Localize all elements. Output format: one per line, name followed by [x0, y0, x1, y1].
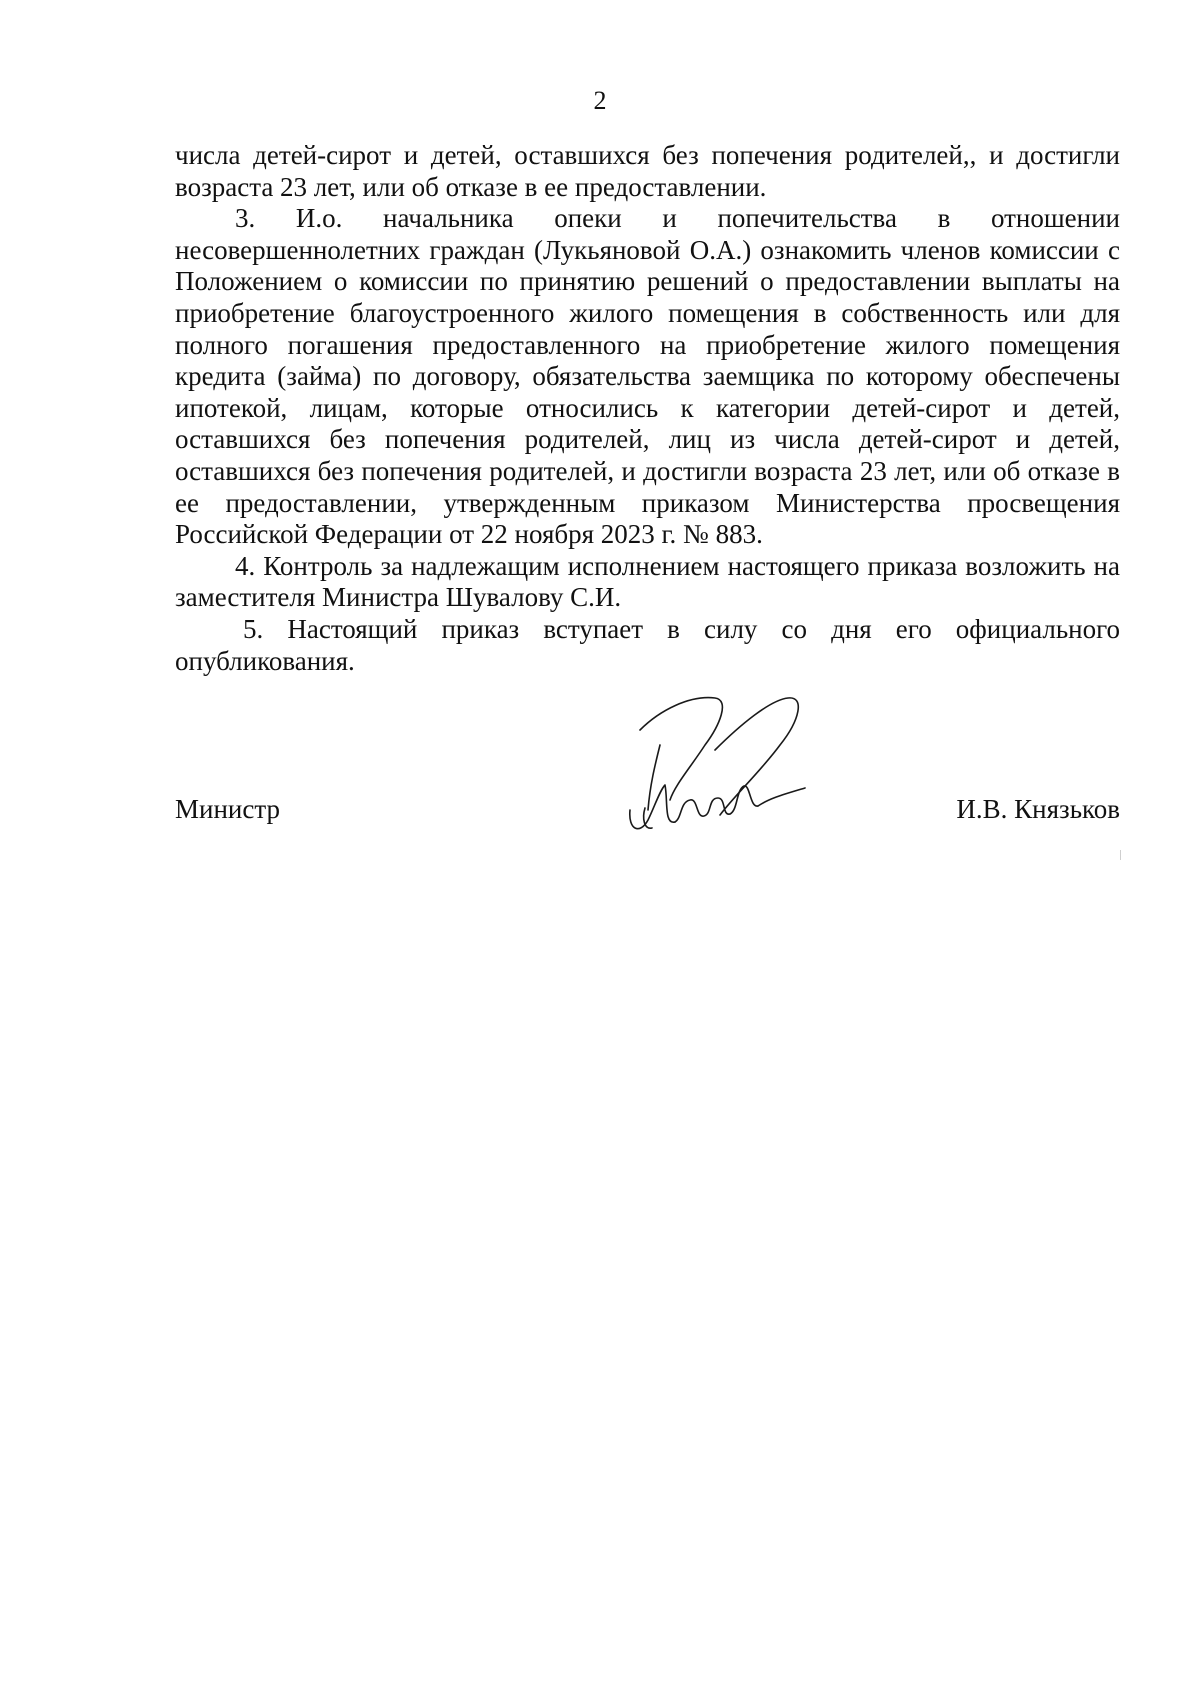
document-body — [175, 140, 1120, 677]
page-number: 2 — [593, 86, 607, 115]
paragraph-item-5: 5. Настоящий приказ вступает в силу со дня его официального опубликования. — [175, 613, 1120, 676]
signatory-name: И.В. Князьков — [956, 794, 1120, 824]
paragraph-continuation: числа детей-сирот и детей, оставшихся без попечения родителей,, и достигли возраста 23 лет, или об отказе в ее предоставлении. — [175, 140, 1120, 202]
handwritten-signature — [620, 690, 850, 840]
paragraph-item-4: 4. Контроль за надлежащим исполнением настоящего приказа возложить на заместителя Министра Шувалову С.И. — [175, 550, 1120, 613]
paragraph-item-3: 3. И.о. начальника опеки и попечительства в отношении несовершеннолетних граждан (Лукьяновой О.А.) ознакомить членов комиссии с Положением о комиссии по принятию решений о предоставлении выплаты на приобретение благоустроенного жилого помещения в собственность или для полного погашения предоставленного на приобретение жилого помещения кредита (займа) по договору, обязательства заемщика по которому обеспечены ипотекой, лицам, которые относились к категории детей-сирот и детей, оставшихся без попечения родителей, лиц из числа детей-сирот и детей, оставшихся без попечения родителей, и достигли возраста 23 лет, или об отказе в ее предоставлении, утвержденным приказом Министерства просвещения Российской Федерации от 22 ноября 2023 г. № 883. — [175, 203, 1120, 550]
signatory-title: Министр — [175, 794, 280, 824]
scan-artifact — [1120, 850, 1121, 860]
